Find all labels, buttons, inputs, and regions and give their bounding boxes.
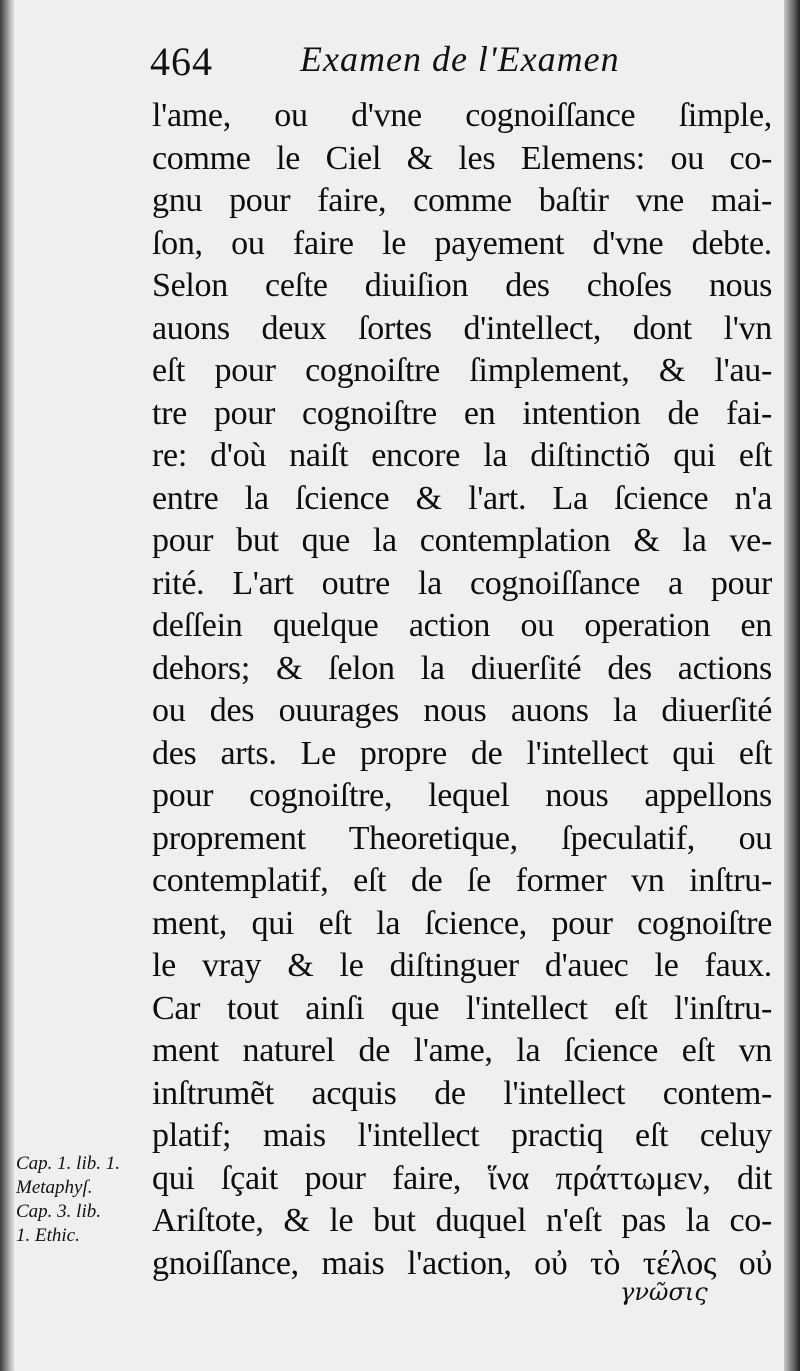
running-title: Examen de l'Examen <box>300 39 620 79</box>
text-line: proprement Theoretique, ſpeculatif, ou <box>152 819 772 857</box>
margin-note <box>16 1152 151 1248</box>
text-line: ou des ouurages nous auons la diuerſité <box>152 692 772 729</box>
margin-note-line: Metaphyſ. <box>16 1177 93 1198</box>
text-line: qui ſçait pour faire, ἵνα πράττωμεν, dit <box>152 1159 772 1197</box>
text-line: Ariſtote, & le but duquel n'eſt pas la co- <box>152 1202 772 1239</box>
text-line: pour but que la contemplation & la ve- <box>152 522 772 559</box>
text-line: le vray & le diſtinguer d'auec le faux. <box>152 947 772 984</box>
text-line: ment naturel de l'ame, la ſcience eſt vn <box>152 1032 772 1069</box>
text-line: l'ame, ou d'vne cognoiſſance ſimple, <box>152 97 772 134</box>
margin-note-line: Cap. 1. lib. 1. <box>16 1153 120 1174</box>
text-line: rité. L'art outre la cognoiſſance a pour <box>152 564 772 602</box>
text-line: entre la ſcience & l'art. La ſcience n'a <box>152 479 772 517</box>
body-text <box>152 95 772 1285</box>
catchword: γνῶσις <box>620 1278 708 1306</box>
text-line: contemplatif, eſt de ſe former vn inſtru- <box>152 862 772 899</box>
text-line: Car tout ainſi que l'intellect eſt l'inſtru- <box>152 989 772 1027</box>
text-line: gnu pour faire, comme baſtir vne mai- <box>152 182 772 219</box>
text-line: deſſein quelque action ou operation en <box>152 607 772 644</box>
page-number: 464 <box>150 39 213 84</box>
text-line: ſon, ou faire le payement d'vne debte. <box>152 224 772 262</box>
text-line: re: d'où naiſt encore la diſtinctiõ qui eſt <box>152 437 772 474</box>
text-line: Selon ceſte diuiſion des choſes nous <box>152 267 772 304</box>
page-header <box>150 38 750 88</box>
text-line: auons deux ſortes d'intellect, dont l'vn <box>152 309 772 347</box>
margin-note-line: Cap. 3. lib. <box>16 1201 101 1222</box>
text-line: ment, qui eſt la ſcience, pour cognoiſtre <box>152 904 772 942</box>
text-line: gnoiſſance, mais l'action, οὐ τὸ τέλος οὐ <box>152 1244 772 1282</box>
text-line: des arts. Le propre de l'intellect qui eſt <box>152 734 772 772</box>
text-line: inſtrumẽt acquis de l'intellect contem- <box>152 1074 772 1112</box>
text-line: dehors; & ſelon la diuerſité des actions <box>152 649 772 687</box>
text-line: eſt pour cognoiſtre ſimplement, & l'au- <box>152 352 772 389</box>
text-line: pour cognoiſtre, lequel nous appellons <box>152 777 772 814</box>
text-line: comme le Ciel & les Elemens: ou co- <box>152 139 772 177</box>
text-line: platif; mais l'intellect practiq eſt celuy <box>152 1117 772 1154</box>
margin-note-line: 1. Ethic. <box>16 1225 80 1246</box>
text-line: tre pour cognoiſtre en intention de fai- <box>152 394 772 432</box>
